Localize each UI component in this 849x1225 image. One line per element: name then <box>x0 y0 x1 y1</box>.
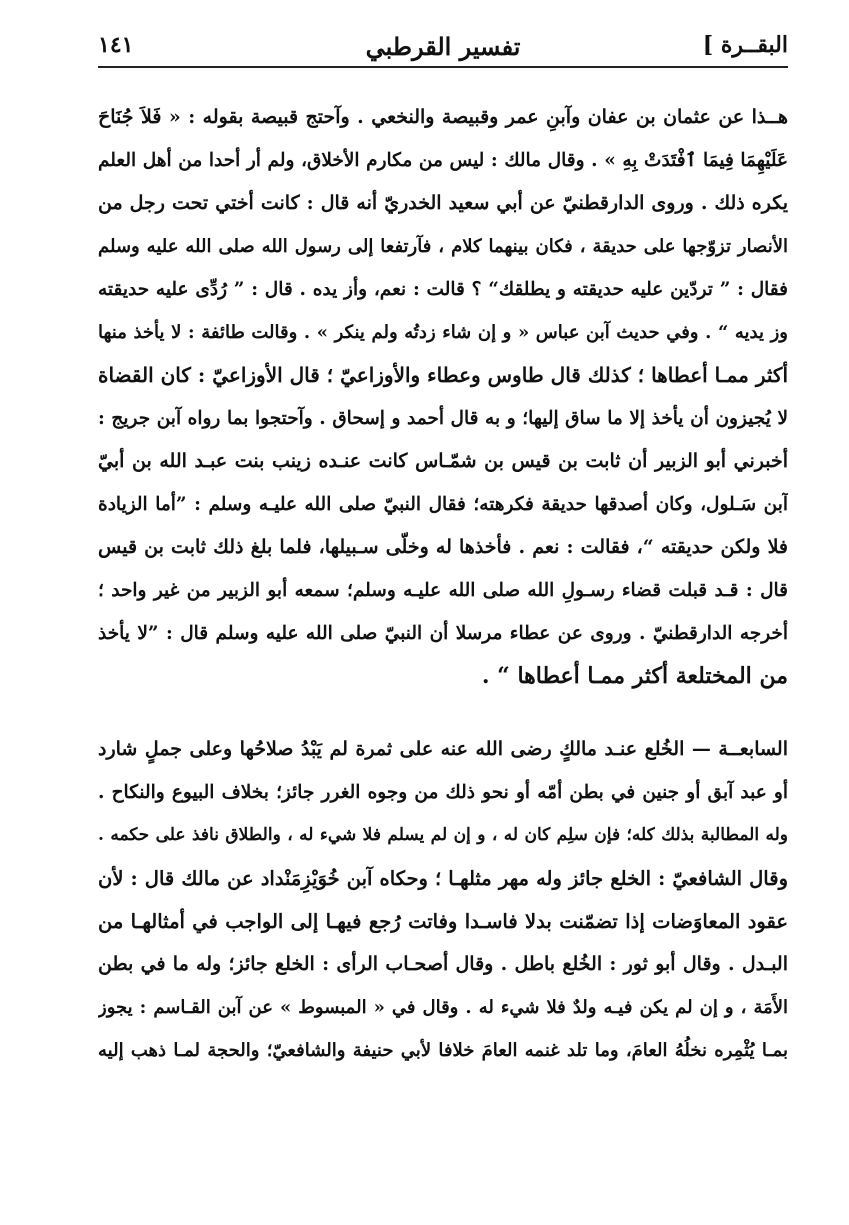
text-line: البـدل . وقال أبو ثور : الخُلع باطل . وقال أصحـاب الرأى : الخلع جائز؛ وله ما في بطن <box>98 953 788 975</box>
text-line: لا يُجيزون أن يأخذ إلا ما ساق إليها؛ و به قال أحمد و إسحاق . وآحتجوا بما رواه آبن جريج : <box>98 408 788 429</box>
text-line: قال : قـد قبلت قضاء رسـولِ الله صلى الله عليـه وسلم؛ سمعه أبو الزبير من غير واحد ؛ <box>98 580 788 601</box>
text-line: أخبرني أبو الزبير أن ثابت بن قيس بن شمّـاس كانت عنـده زينب بنت عبـد الله بن أبيّ <box>98 450 788 472</box>
body-text <box>98 96 788 1072</box>
text-line: فلا ولكن حديقته “، فقالت : نعم . فأخذها له وخلّى سـبيلها، فلما بلغ ذلك ثابت بن قيس <box>98 536 788 558</box>
page-number: ١٤١ <box>98 32 134 58</box>
text-line: الأَمَة ، و إن لم يكن فيـه ولدٌ فلا شيء له . وقال في « المبسوط » عن آبن القـاسم : يجوز <box>98 997 788 1018</box>
text-line: آبن سَـلول، وكان أصدقها حديقة فكرهته؛ فقال النبيّ صلى الله عليـه وسلم : ”أما الزيادة <box>98 494 788 515</box>
paragraph-1 <box>98 96 788 698</box>
text-line: من المختلعة أكثر ممـا أعطاها “ . <box>481 663 788 689</box>
text-line: وله المطالبة بذلك كله؛ فإن سلِم كان له ، و إن لم يسلم فلا شيء له ، والطلاق نافذ على حكمه . <box>98 825 788 845</box>
text-line: وز يديه “ . وفي حديث آبن عباس « و إن شاء زدتُه ولم ينكر » . وقالت طائفة : لا يأخذ منها <box>98 322 788 343</box>
text-line: أخرجه الدارقطنيّ . وروى عن عطاء مرسلا أن النبيّ صلى الله عليه وسلم قال : ”لا يأخذ <box>98 623 788 644</box>
text-line: بمـا يُثْمِره نخلُهُ العامَ، وما تلد غنمه العامَ خلافا لأبي حنيفة والشافعيّ؛ والحجة لمـا ذهب إليه <box>98 1040 788 1061</box>
text-line: يكره ذلك . وروى الدارقطنيّ عن أبي سعيد الخدريّ أنه قال : كانت أختي تحت رجل من <box>98 192 788 214</box>
paragraph-gap <box>98 698 788 728</box>
text-line: وقال الشافعيّ : الخلع جائز وله مهر مثلهـا ؛ وحكاه آبن خُوَيْزِمَنْداد عن مالك قال : لأن <box>98 867 788 890</box>
text-line: أو عبد آبق أو جنين في بطن أمّه أو نحو ذلك من وجوه الغرر جائز؛ بخلاف البيوع والنكاح . <box>98 782 788 803</box>
text-line: الأنصار تزوّجها على حديقة ، فكان بينهما كلام ، فآرتفعا إلى رسول الله صلى الله عليه وسلم <box>98 236 788 257</box>
text-line: عَلَيْهِمَا فِيمَا ٱفْتَدَتْ بِهِ » . وقال مالك : ليس من مكارم الأخلاق، ولم أر أحدا من أهل العلم <box>98 150 788 171</box>
book-title: تفسير القرطبي <box>365 32 521 61</box>
text-line: أكثر ممـا أعطاها ؛ كذلك قال طاوس وعطاء والأوزاعيّ ؛ قال الأوزاعيّ : كان القضاة <box>98 363 788 387</box>
text-line: عقود المعاوَضات إذا تضمّنت بدلا فاسـدا وفاتت رُجع فيهـا إلى الواجب في أمثالهـا من <box>98 910 788 933</box>
text-line: السابعــة — الخُلع عنـد مالكٍ رضى الله عنه على ثمرة لم يَبْدُ صلاحُها وعلى جملٍ شارد <box>98 738 788 760</box>
header-rule <box>98 66 788 68</box>
text-line: هــذا عن عثمان بن عفان وآبنِ عمر وقبيصة والنخعي . وآحتج قبيصة بقوله : « فَلاَ جُنَاحَ <box>98 106 788 128</box>
paragraph-2 <box>98 728 788 1072</box>
text-line: فقال : ” تردّين عليه حديقته و يطلقك“ ؟ قالت : نعم، وأز يده . قال : ” رُدِّى عليه حديقته <box>98 279 788 300</box>
section-name: البقــرة ] <box>702 32 788 58</box>
page-header <box>98 26 788 70</box>
